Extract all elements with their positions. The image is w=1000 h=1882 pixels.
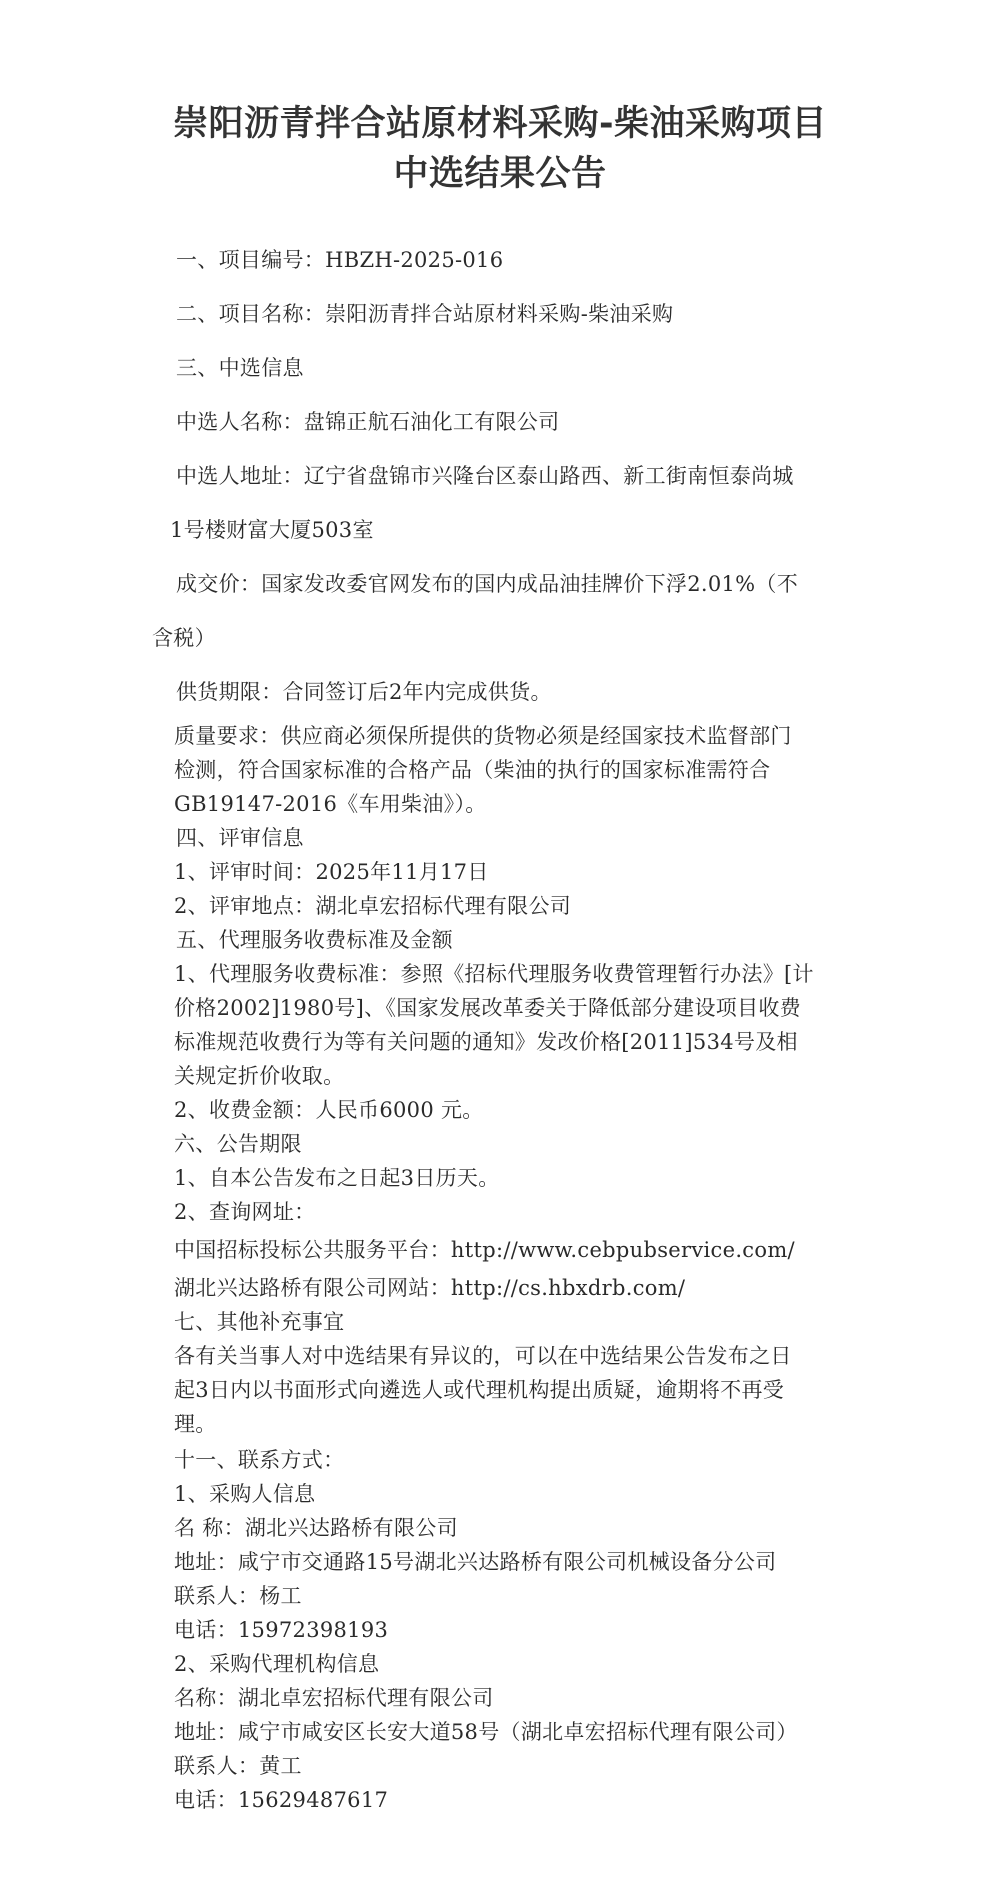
section-heading-winner: 三、中选信息 <box>176 356 304 380</box>
buyer-heading: 1、采购人信息 <box>174 1482 316 1506</box>
buyer-contact: 联系人：杨工 <box>174 1584 302 1608</box>
review-place: 2、评审地点：湖北卓宏招标代理有限公司 <box>174 894 572 918</box>
fee-amount: 2、收费金额：人民币6000 元。 <box>174 1098 484 1122</box>
section-heading-review: 四、评审信息 <box>176 826 304 850</box>
agent-address: 地址：咸宁市咸安区长安大道58号（湖北卓宏招标代理有限公司） <box>174 1720 798 1744</box>
section-heading-contact: 十一、联系方式： <box>174 1448 345 1472</box>
buyer-address: 地址：咸宁市交通路15号湖北兴达路桥有限公司机械设备分公司 <box>174 1550 777 1574</box>
site-hbxdrb-link[interactable]: 湖北兴达路桥有限公司网站：http://cs.hbxdrb.com/ <box>174 1276 686 1300</box>
project-number: 一、项目编号：HBZH-2025-016 <box>176 248 504 272</box>
quality-line-1: 质量要求：供应商必须保所提供的货物必须是经国家技术监督部门 <box>174 724 792 748</box>
quality-line-2: 检测，符合国家标准的合格产品（柴油的执行的国家标准需符合 <box>174 758 771 782</box>
fee-standard-line-2: 价格2002]1980号]、《国家发展改革委关于降低部分建设项目收费 <box>174 996 801 1020</box>
supply-period: 供货期限：合同签订后2年内完成供货。 <box>176 680 552 704</box>
other-line-1: 各有关当事人对中选结果有异议的，可以在中选结果公告发布之日 <box>174 1344 792 1368</box>
agent-name: 名称：湖北卓宏招标代理有限公司 <box>174 1686 494 1710</box>
section-heading-other: 七、其他补充事宜 <box>174 1310 345 1334</box>
query-url-label: 2、查询网址： <box>174 1200 316 1224</box>
winner-name: 中选人名称：盘锦正航石油化工有限公司 <box>176 410 560 434</box>
agent-heading: 2、采购代理机构信息 <box>174 1652 380 1676</box>
other-line-2: 起3日内以书面形式向遴选人或代理机构提出质疑，逾期将不再受 <box>174 1378 785 1402</box>
project-name: 二、项目名称：崇阳沥青拌合站原材料采购-柴油采购 <box>176 302 674 326</box>
buyer-phone: 电话：15972398193 <box>174 1618 389 1642</box>
price-line-1: 成交价：国家发改委官网发布的国内成品油挂牌价下浮2.01%（不 <box>176 572 799 596</box>
section-heading-fee: 五、代理服务收费标准及金额 <box>176 928 453 952</box>
fee-standard-line-3: 标准规范收费行为等有关问题的通知》发改价格[2011]534号及相 <box>174 1030 798 1054</box>
price-line-2: 含税） <box>152 626 216 650</box>
buyer-name: 名 称：湖北兴达路桥有限公司 <box>174 1516 458 1540</box>
title-line-1: 崇阳沥青拌合站原材料采购-柴油采购项目 <box>172 104 828 144</box>
winner-address-line-2: 1号楼财富大厦503室 <box>170 518 374 542</box>
agent-contact: 联系人：黄工 <box>174 1754 302 1778</box>
winner-address-line-1: 中选人地址：辽宁省盘锦市兴隆台区泰山路西、新工街南恒泰尚城 <box>176 464 794 488</box>
quality-line-3: GB19147-2016《车用柴油》）。 <box>174 792 487 816</box>
title-line-2: 中选结果公告 <box>393 154 607 194</box>
review-time: 1、评审时间：2025年11月17日 <box>174 860 489 884</box>
other-line-3: 理。 <box>174 1412 217 1436</box>
notice-period: 1、自本公告发布之日起3日历天。 <box>174 1166 500 1190</box>
agent-phone: 电话：15629487617 <box>174 1788 389 1812</box>
section-heading-notice: 六、公告期限 <box>174 1132 302 1156</box>
fee-standard-line-1: 1、代理服务收费标准：参照《招标代理服务收费管理暂行办法》[计 <box>174 962 814 986</box>
site-cebpubservice-link[interactable]: 中国招标投标公共服务平台：http://www.cebpubservice.com/ <box>174 1238 795 1262</box>
fee-standard-line-4: 关规定折价收取。 <box>174 1064 345 1088</box>
